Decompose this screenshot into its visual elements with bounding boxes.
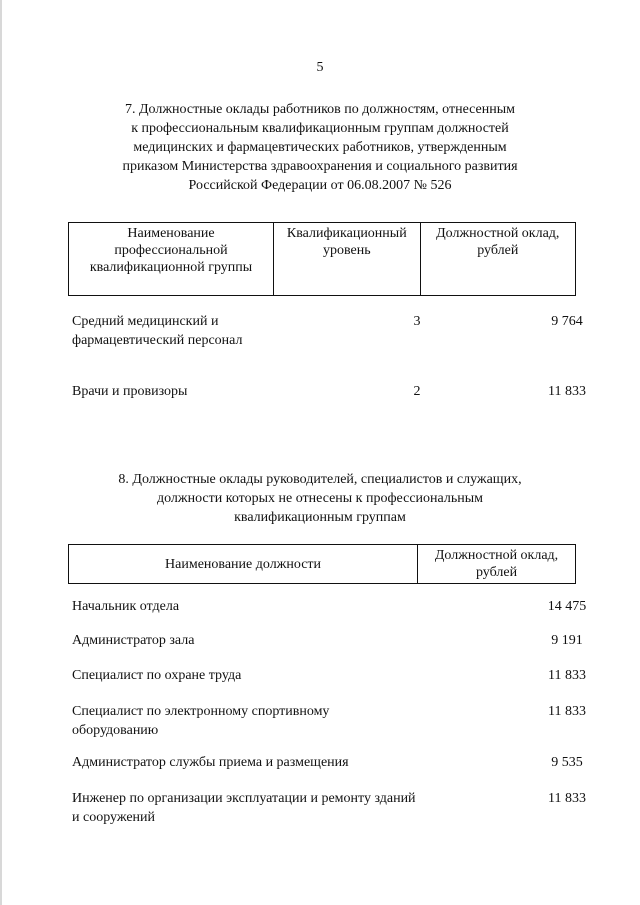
column-header-level: Квалификационный уровень <box>274 223 421 296</box>
salary-value: 11 833 <box>548 704 586 719</box>
group-name: Средний медицинский и фармацевтический персонал <box>72 314 243 348</box>
section-8-table-header <box>68 544 576 584</box>
section-8-heading <box>0 470 640 527</box>
column-header-position: Наименование должности <box>69 545 418 584</box>
heading-line: Российской Федерации от 06.08.2007 № 526 <box>188 178 452 193</box>
page-number: 5 <box>316 60 324 75</box>
salary-value: 9 191 <box>551 633 583 648</box>
position-name: Специалист по электронному спортивному оборудованию <box>72 704 330 738</box>
column-header-salary: Должностной оклад, рублей <box>418 545 576 584</box>
qualification-level: 3 <box>413 314 421 329</box>
salary-value: 11 833 <box>548 791 586 806</box>
salary-value: 11 833 <box>548 384 586 399</box>
table-row <box>72 382 586 402</box>
qualification-level: 2 <box>413 384 421 399</box>
section-7-heading <box>0 100 640 195</box>
heading-line: 7. Должностные оклады работников по должностям, отнесенным <box>124 102 515 117</box>
section-7-table-header <box>68 222 576 296</box>
column-header-group: Наименование профессиональной квалификационной группы <box>69 223 274 296</box>
heading-line: приказом Министерства здравоохранения и социального развития <box>122 159 518 174</box>
salary-value: 14 475 <box>547 599 587 614</box>
column-header-salary: Должностной оклад, рублей <box>420 223 575 296</box>
position-name: Администратор зала <box>72 633 195 648</box>
heading-line: к профессиональным квалификационным группам должностей <box>131 121 509 136</box>
heading-line: квалификационным группам <box>234 510 406 525</box>
salary-value: 9 535 <box>551 755 583 770</box>
position-name: Специалист по охране труда <box>72 668 242 683</box>
heading-line: должности которых не отнесены к профессиональным <box>156 491 483 506</box>
position-name: Инженер по организации эксплуатации и ремонту зданий и сооружений <box>72 791 416 825</box>
heading-line: медицинских и фармацевтических работников, утвержденным <box>133 140 507 155</box>
position-name: Администратор службы приема и размещения <box>72 755 349 770</box>
position-name: Начальник отдела <box>72 599 180 614</box>
salary-value: 9 764 <box>551 314 583 329</box>
heading-line: 8. Должностные оклады руководителей, специалистов и служащих, <box>118 472 522 487</box>
table-row <box>72 312 583 352</box>
salary-value: 11 833 <box>548 668 586 683</box>
group-name: Врачи и провизоры <box>72 384 188 399</box>
